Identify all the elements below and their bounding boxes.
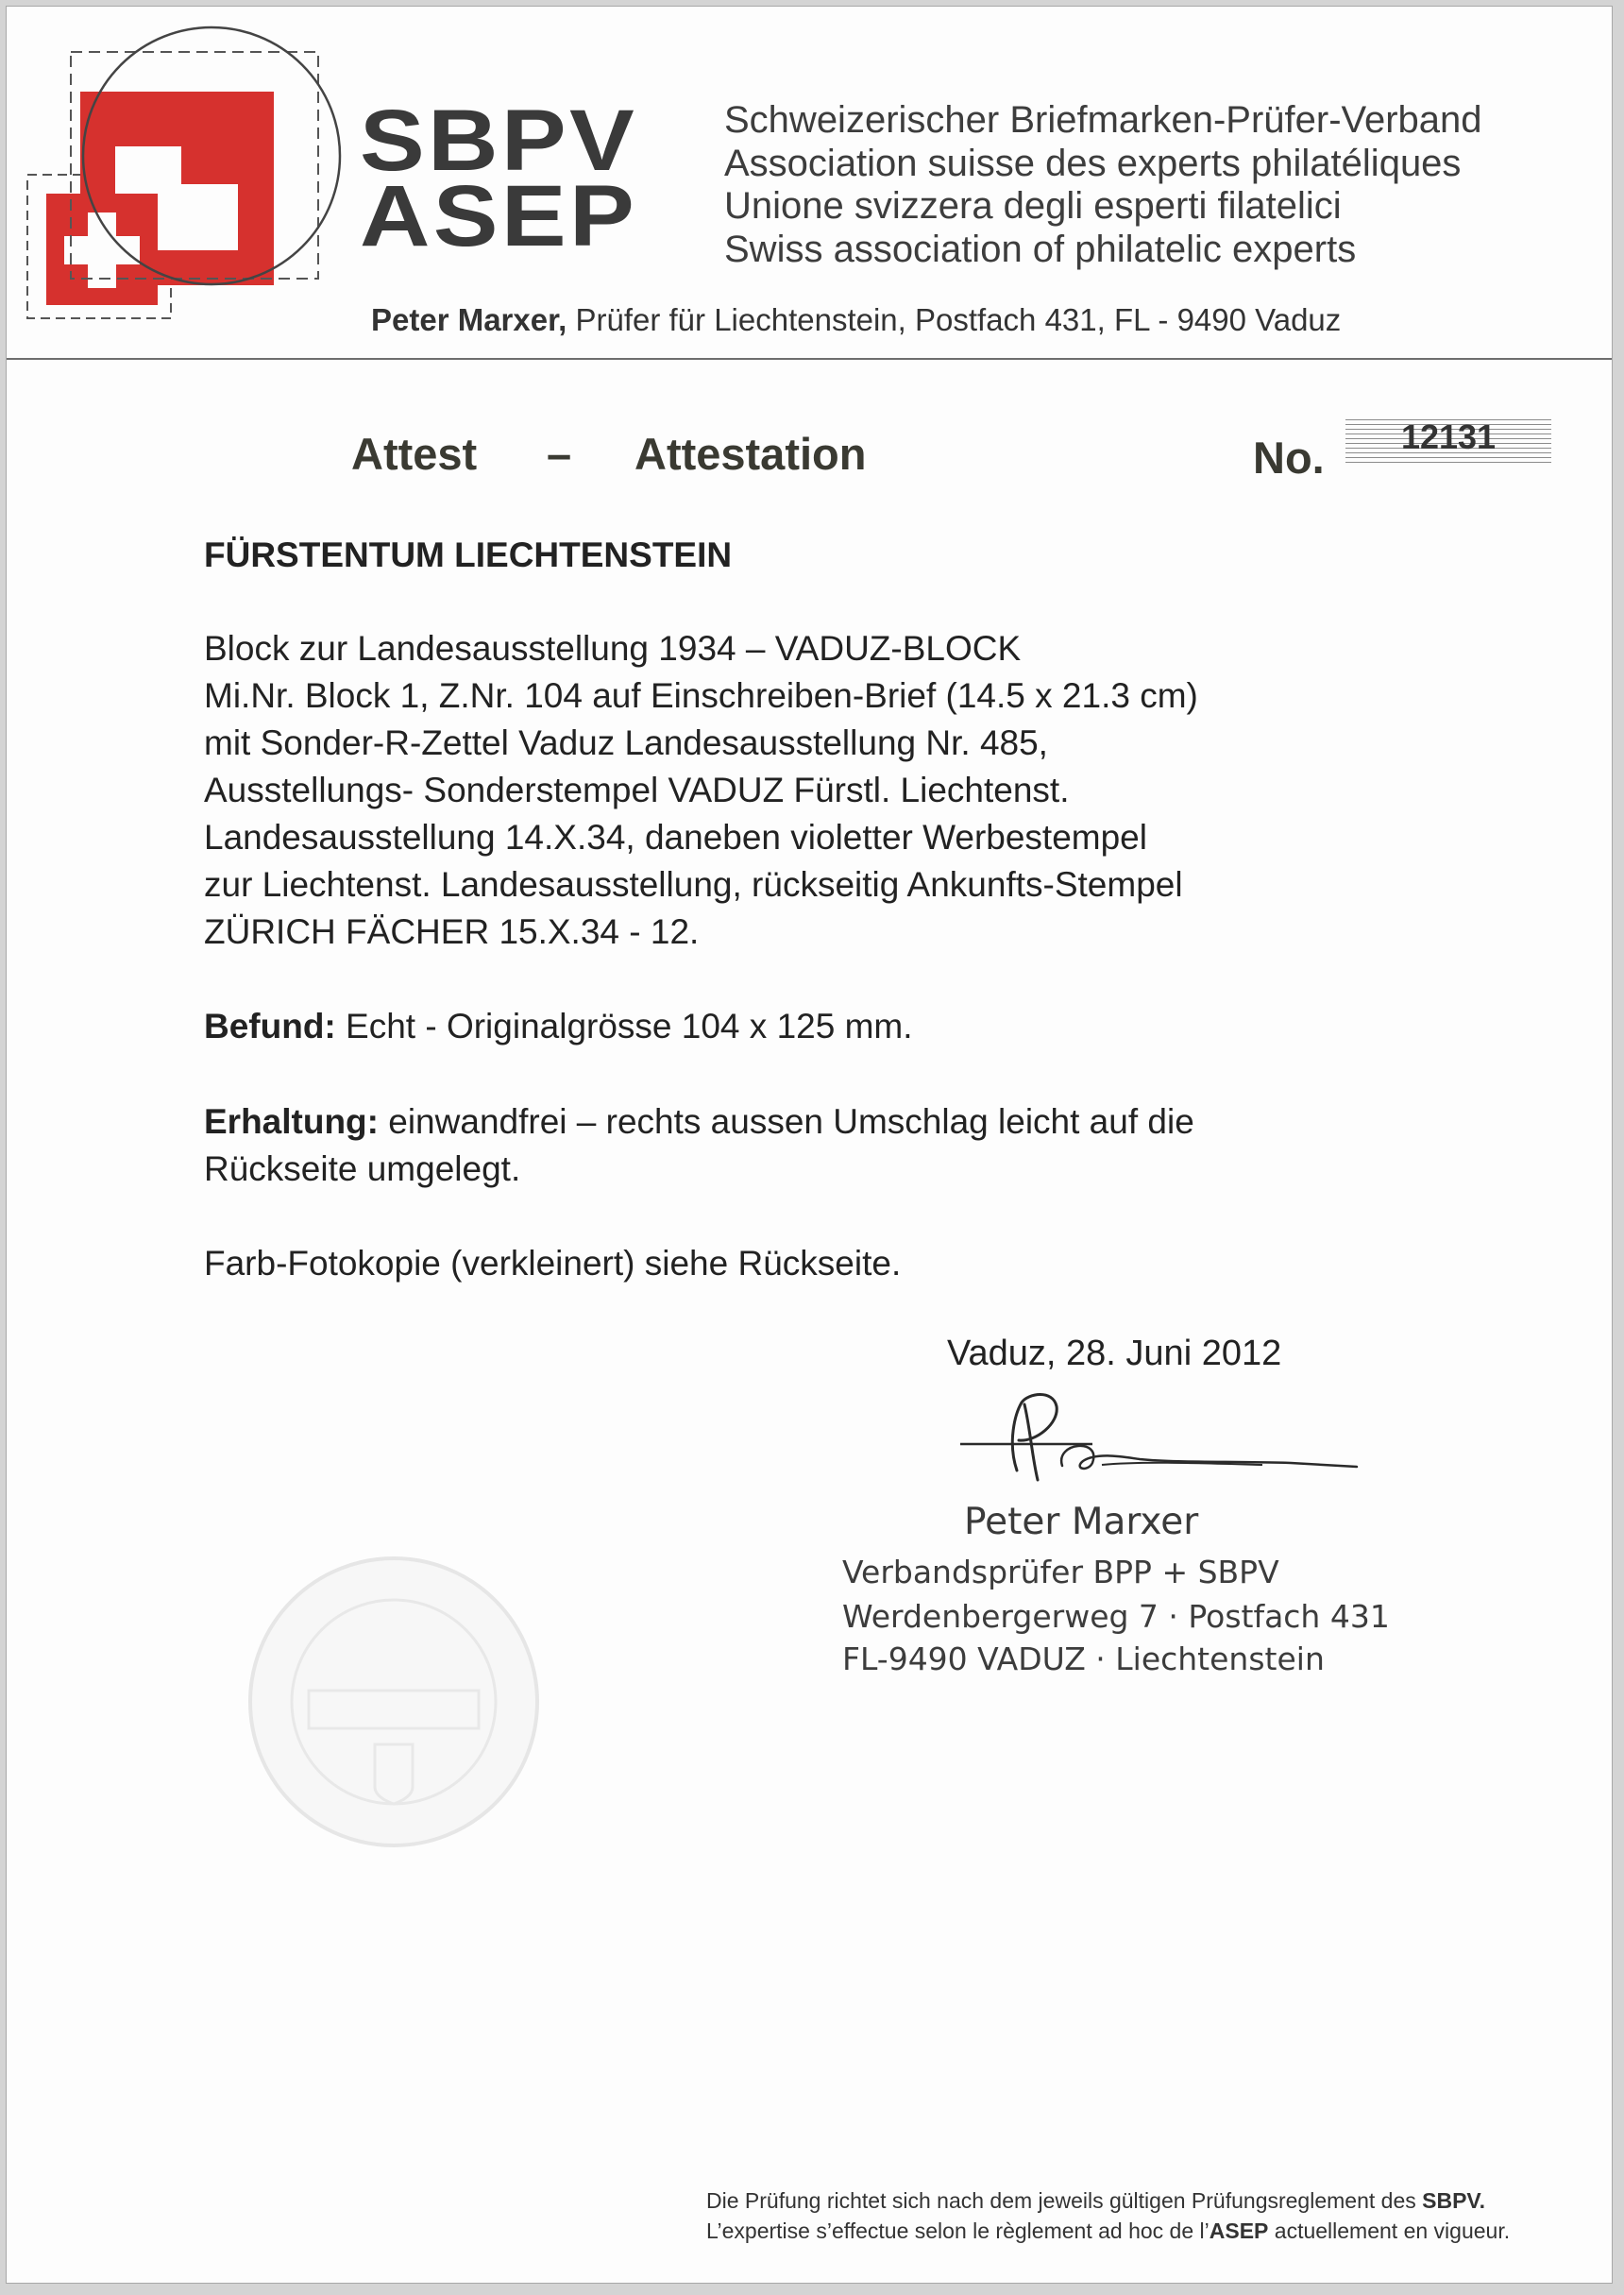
footer-bold-asep: ASEP (1209, 2218, 1269, 2243)
association-name-de: Schweizerischer Briefmarken-Prüfer-Verband (724, 99, 1482, 141)
finding-label: Befund: (204, 1007, 336, 1046)
condition (204, 1098, 1194, 1146)
title-dash: – (547, 429, 572, 479)
title-attest: Attest (351, 429, 478, 479)
description-line: Block zur Landesausstellung 1934 – VADUZ-BLOCK (204, 629, 1022, 668)
footer-line-de (706, 2188, 1485, 2214)
condition-text-continued: Rückseite umgelegt. (204, 1149, 521, 1188)
description-line: Landesausstellung 14.X.34, daneben violetter Werbestempel (204, 818, 1147, 857)
description-line: Ausstellungs- Sonderstempel VADUZ Fürstl. Liechtenst. (204, 771, 1070, 809)
association-name-it: Unione svizzera degli esperti filatelici (724, 185, 1342, 227)
brand-sbpv: SBPV (360, 93, 638, 189)
header-divider (7, 358, 1612, 360)
certificate-number-label: No. (1253, 433, 1325, 483)
description-line: zur Liechtenst. Landesausstellung, rückseitig Ankunfts-Stempel (204, 865, 1183, 904)
association-names (724, 99, 1482, 271)
stamp-name: Peter Marxer (964, 1501, 1199, 1543)
stamp-line-city: FL-9490 VADUZ · Liechtenstein (842, 1640, 1325, 1677)
condition-text: einwandfrei – rechts aussen Umschlag leicht auf die (378, 1102, 1194, 1141)
stamp-line-examiner: Verbandsprüfer BPP + SBPV (842, 1554, 1279, 1590)
swiss-cross-stamp-logo (25, 24, 347, 335)
certificate-number: 12131 (1400, 417, 1497, 456)
condition-label: Erhaltung: (204, 1102, 379, 1141)
country-heading: FÜRSTENTUM LIECHTENSTEIN (204, 536, 733, 574)
finding (204, 1003, 913, 1050)
embossed-seal-marxer (243, 1551, 545, 1853)
photocopy-note: Farb-Fotokopie (verkleinert) siehe Rückseite. (204, 1244, 902, 1283)
finding-text: Echt - Originalgrösse 104 x 125 mm. (335, 1007, 913, 1046)
description-line: mit Sonder-R-Zettel Vaduz Landesausstellung Nr. 485, (204, 723, 1048, 762)
association-name-fr: Association suisse des experts philatéliques (724, 142, 1462, 184)
handwritten-signature (951, 1386, 1366, 1494)
description-line: Mi.Nr. Block 1, Z.Nr. 104 auf Einschreiben-Brief (14.5 x 21.3 cm) (204, 676, 1198, 715)
footer-line-fr (706, 2218, 1510, 2244)
association-name-en: Swiss association of philatelic experts (724, 228, 1357, 270)
footer-text-fr-a: L’expertise s’effectue selon le règlement ad hoc de l’ (706, 2218, 1210, 2243)
brand-asep: ASEP (360, 168, 638, 264)
examiner-details: Prüfer für Liechtenstein, Postfach 431, FL - 9490 Vaduz (567, 302, 1342, 337)
footer-text-de: Die Prüfung richtet sich nach dem jeweils gültigen Prüfungsreglement des (706, 2188, 1423, 2213)
footer-text-fr-b: actuellement en vigueur. (1268, 2218, 1511, 2243)
certificate-page (6, 6, 1613, 2284)
stamp-line-address: Werdenbergerweg 7 · Postfach 431 (842, 1598, 1390, 1635)
footer-bold-sbpv: SBPV. (1422, 2188, 1486, 2213)
title-attestation: Attestation (634, 429, 867, 479)
examiner-line (371, 302, 1341, 338)
description-line: ZÜRICH FÄCHER 15.X.34 - 12. (204, 912, 700, 951)
date-place: Vaduz, 28. Juni 2012 (947, 1334, 1282, 1373)
examiner-name: Peter Marxer, (371, 302, 567, 337)
